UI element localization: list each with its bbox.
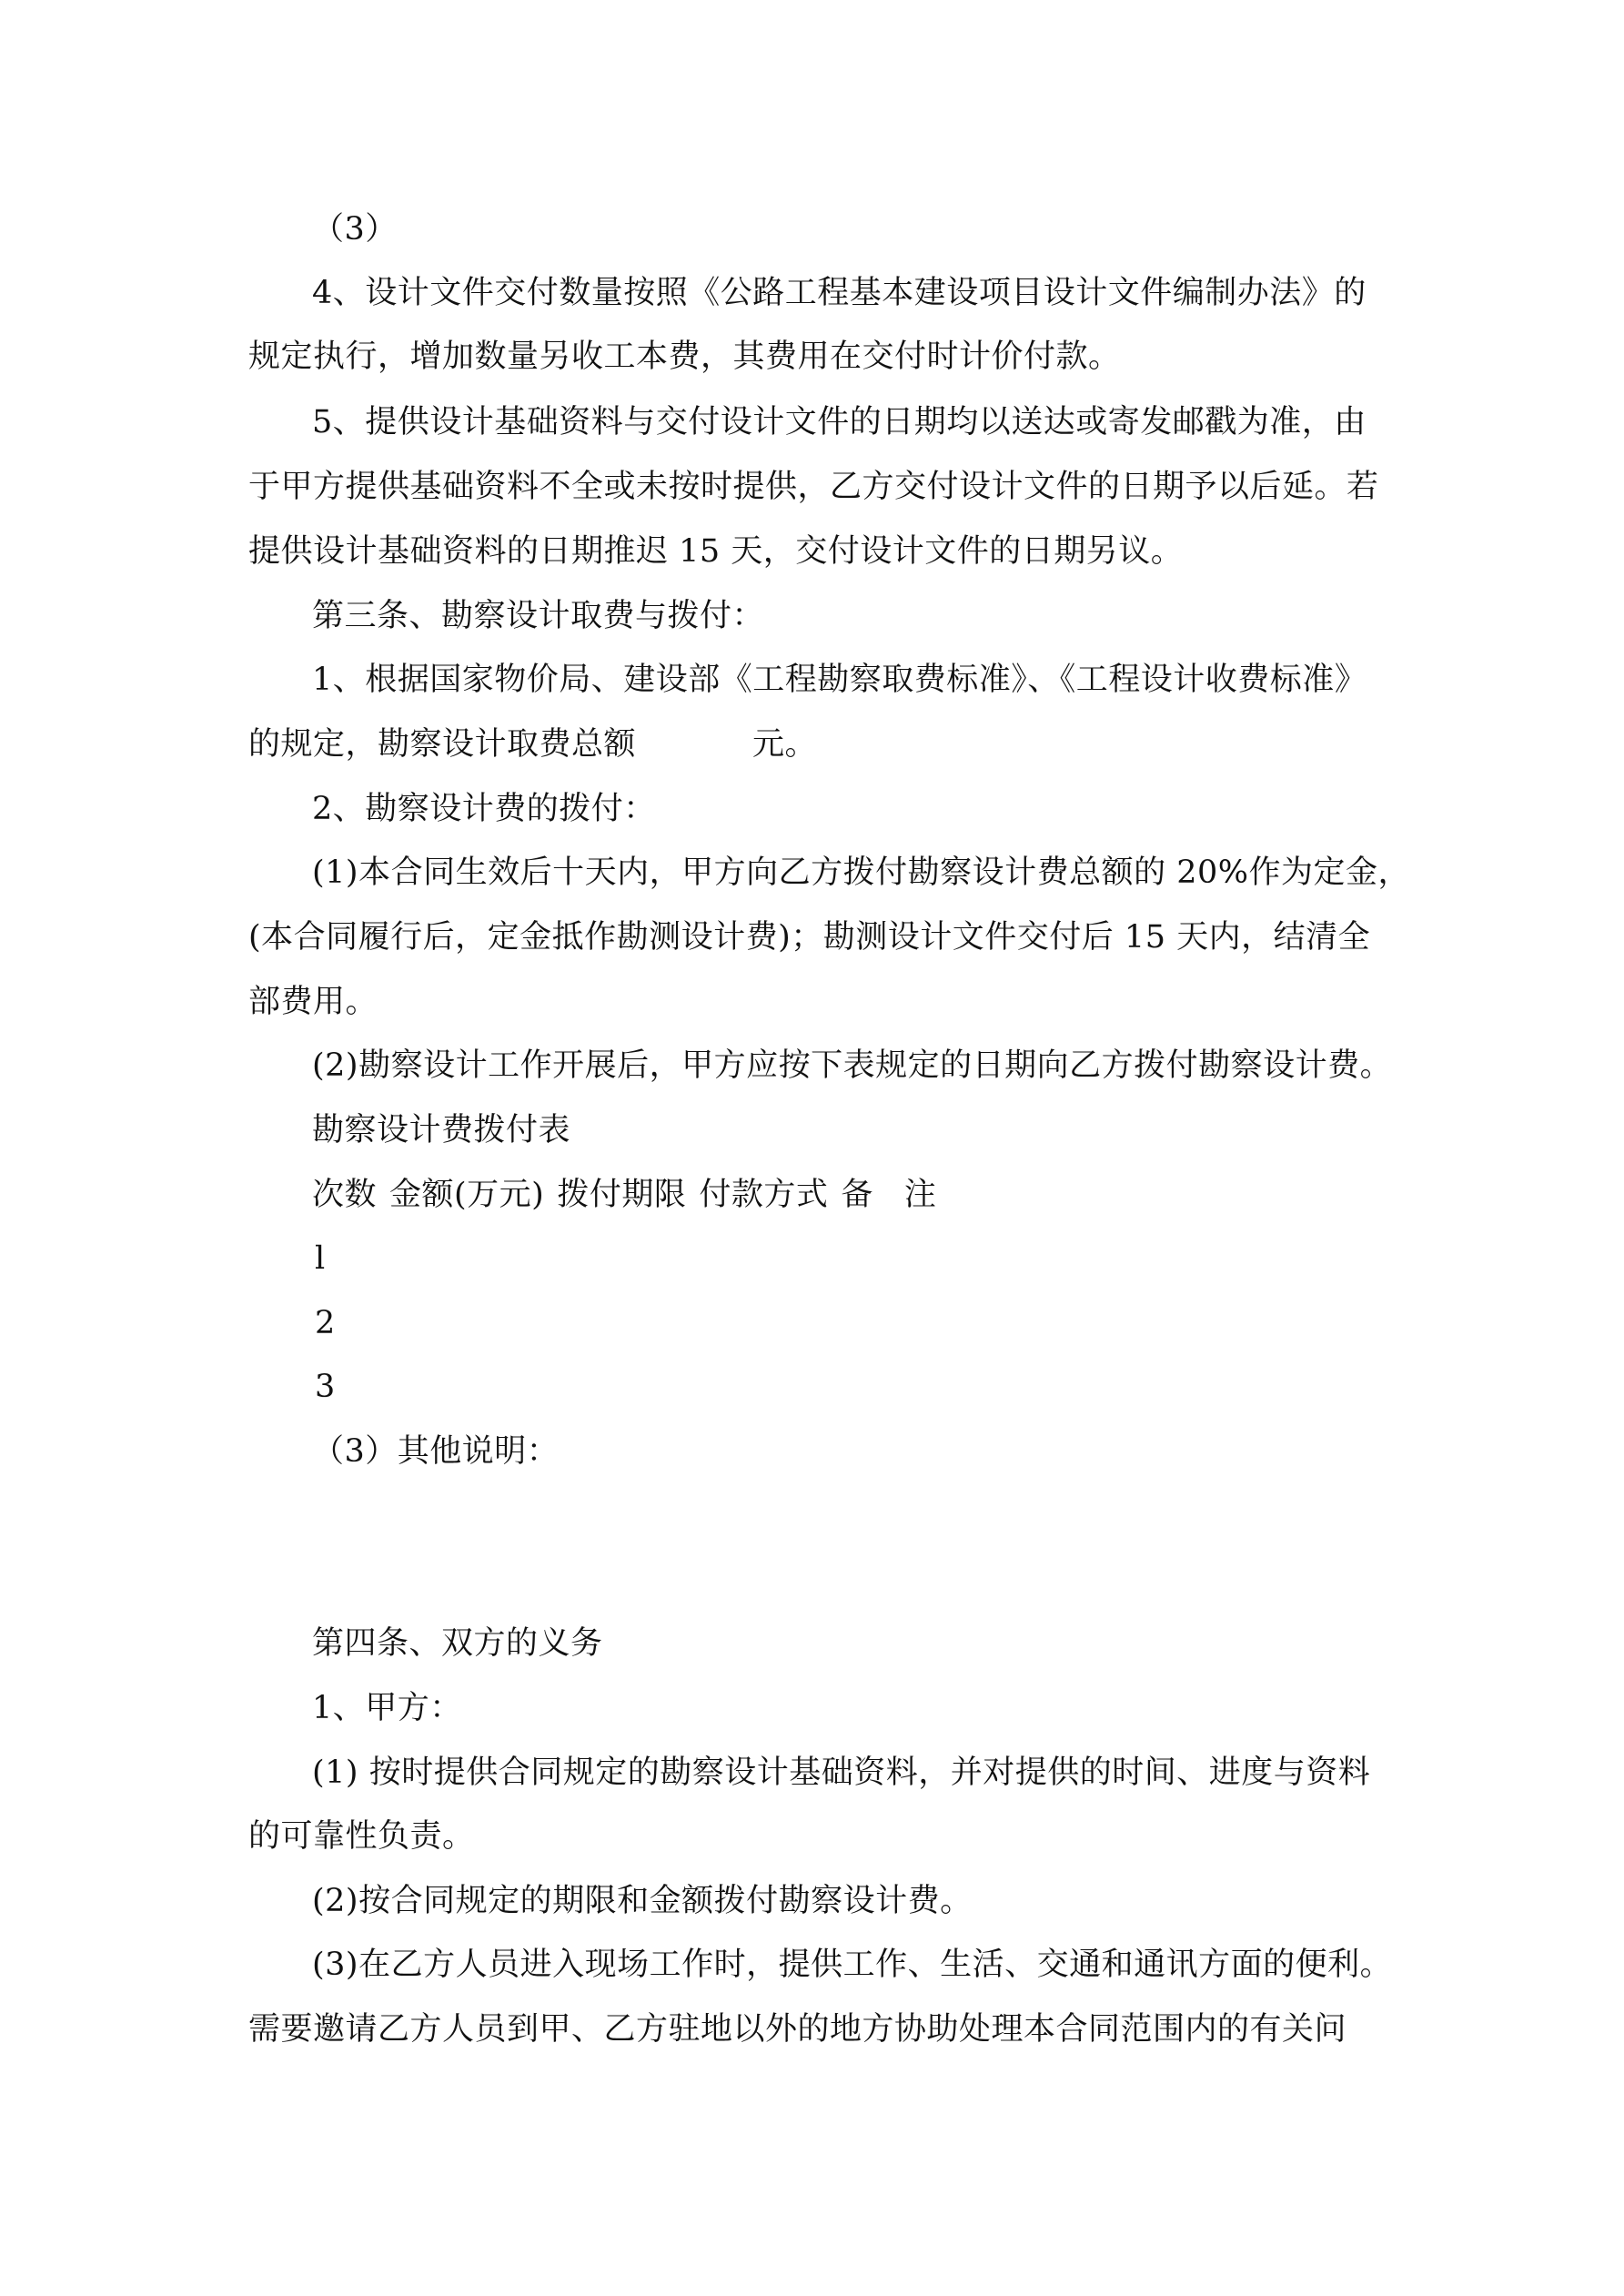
table-title: 勘察设计费拨付表: [312, 1112, 571, 1148]
paragraph-line: 4、设计文件交付数量按照《公路工程基本建设项目设计文件编制办法》的: [312, 275, 1367, 311]
paragraph-line: (1) 按时提供合同规定的勘察设计基础资料，并对提供的时间、进度与资料: [312, 1755, 1371, 1791]
paragraph-line: (2)按合同规定的期限和金额拨付勘察设计费。: [312, 1883, 973, 1919]
section-heading: 第四条、双方的义务: [312, 1625, 603, 1662]
table-header-cell: 次数: [312, 1177, 378, 1213]
table-row: l: [315, 1240, 326, 1277]
paragraph-line: 提供设计基础资料的日期推迟 15 天，交付设计文件的日期另议。: [248, 533, 1184, 570]
paragraph-line: 部费用。: [248, 984, 378, 1020]
paragraph-line: 需要邀请乙方人员到甲、乙方驻地以外的地方协助处理本合同范围内的有关问: [248, 2011, 1347, 2048]
paragraph-line: （3）其他说明：: [312, 1433, 560, 1470]
paragraph-line: 规定执行，增加数量另收工本费，其费用在交付时计价付款。: [248, 339, 1121, 375]
paragraph-line: (本合同履行后，定金抵作勘测设计费)；勘测设计文件交付后 15 天内，结清全: [248, 919, 1371, 956]
paragraph-line: (3)在乙方人员进入现场工作时，提供工作、生活、交通和通讯方面的便利。: [312, 1947, 1393, 1983]
paragraph-line: （3）: [312, 211, 398, 248]
table-header-cell: 备: [841, 1177, 873, 1213]
table-header-cell: 付款方式: [699, 1177, 829, 1213]
section-heading: 第三条、勘察设计取费与拨付：: [312, 598, 765, 634]
paragraph-line: 2、勘察设计费的拨付：: [312, 791, 656, 827]
table-header-row: [312, 1175, 1458, 1215]
table-row: 2: [315, 1305, 336, 1341]
paragraph-line: (2)勘察设计工作开展后，甲方应按下表规定的日期向乙方拨付勘察设计费。: [312, 1047, 1393, 1084]
table-header-cell: 金额(万元): [389, 1177, 545, 1213]
paragraph-line: 5、提供设计基础资料与交付设计文件的日期均以送达或寄发邮戳为准，由: [312, 404, 1367, 440]
table-row: 3: [315, 1369, 336, 1405]
paragraph-line: 1、根据国家物价局、建设部《工程勘察取费标准》、《工程设计收费标准》: [312, 662, 1367, 698]
paragraph-line: [248, 724, 1395, 764]
paragraph-line: 1、甲方：: [312, 1690, 462, 1726]
paragraph-line: 于甲方提供基础资料不全或未按时提供，乙方交付设计文件的日期予以后延。若: [248, 469, 1379, 505]
fee-unit: 元。: [752, 726, 818, 763]
paragraph-line: 的可靠性负责。: [248, 1818, 475, 1855]
table-header-cell: 拨付期限: [557, 1177, 687, 1213]
fee-total-label: 的规定，勘察设计取费总额: [248, 726, 637, 763]
table-header-cell: 注: [903, 1177, 937, 1213]
paragraph-line: (1)本合同生效后十天内，甲方向乙方拨付勘察设计费总额的 20%作为定金，: [312, 855, 1410, 891]
